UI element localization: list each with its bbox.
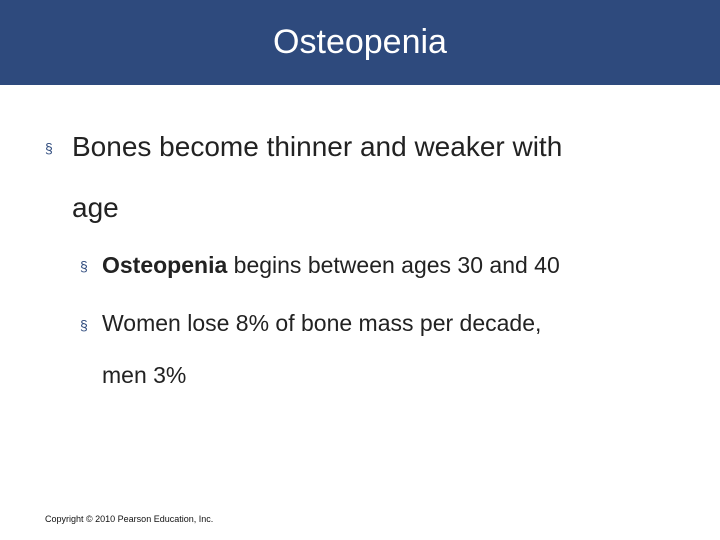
bullet-marker-icon: § bbox=[45, 140, 53, 156]
sub-bullet-1-term: Osteopenia bbox=[102, 252, 228, 278]
sub-bullet-2-line-1: Women lose 8% of bone mass per decade, bbox=[102, 310, 542, 336]
sub-bullet-2-line-2: men 3% bbox=[102, 362, 187, 388]
sub-bullet-1-text: begins between ages 30 and 40 bbox=[227, 252, 560, 278]
sub-bullet-1 bbox=[102, 251, 560, 279]
title-bar bbox=[0, 0, 720, 85]
slide-title: Osteopenia bbox=[273, 23, 447, 61]
copyright-footer: Copyright © 2010 Pearson Education, Inc. bbox=[45, 514, 214, 524]
bullet-1-line-1: Bones become thinner and weaker with bbox=[72, 131, 563, 162]
sub-bullet-marker-icon: § bbox=[80, 317, 88, 333]
sub-bullet-marker-icon: § bbox=[80, 258, 88, 274]
bullet-1-line-2: age bbox=[72, 192, 119, 223]
